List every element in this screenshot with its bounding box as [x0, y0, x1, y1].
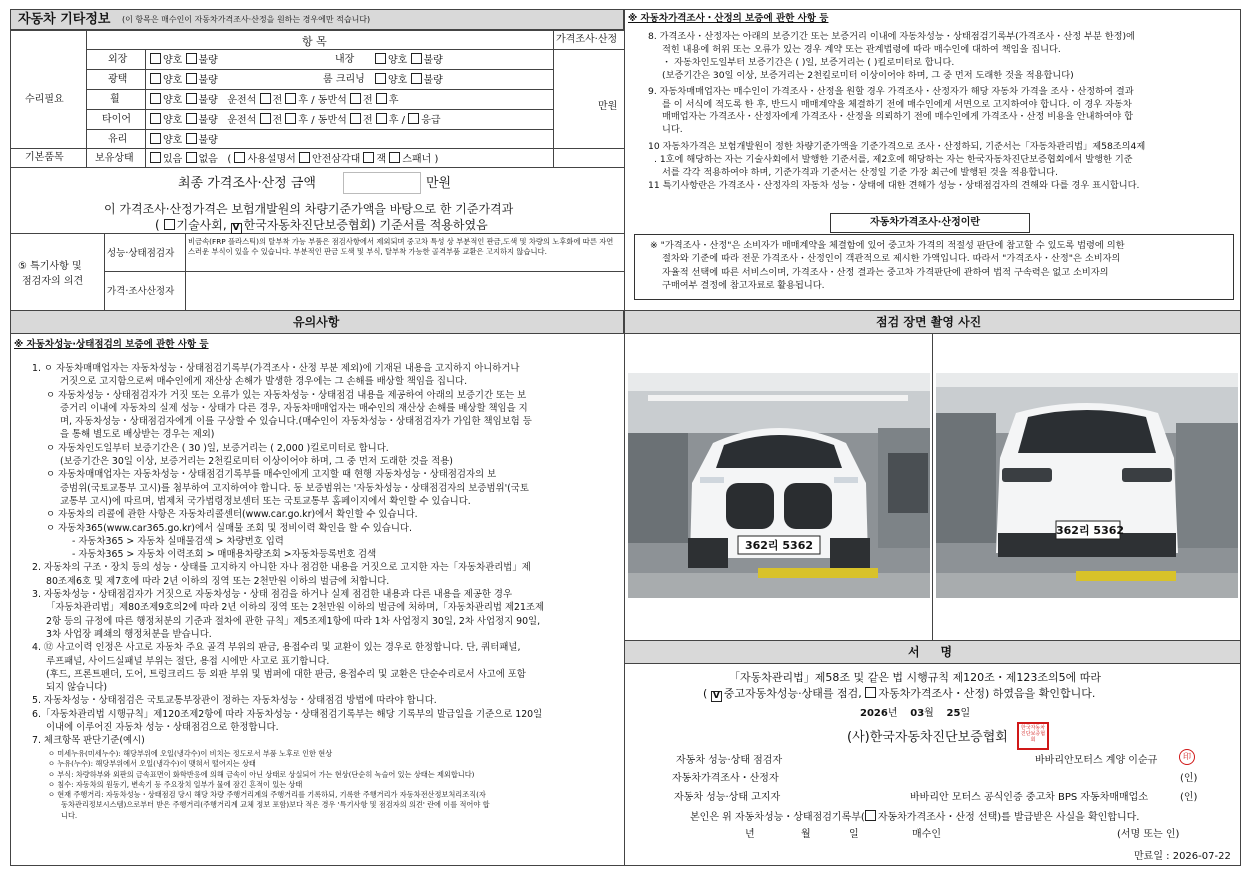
checkbox-wheel-pr[interactable] — [376, 93, 387, 104]
confirm-a: 중고자동차성능·상태를 점검, — [723, 687, 862, 700]
room-clean-options — [375, 73, 443, 87]
g8-line: ・ 자동차인도일부터 보증기간은 ( )일, 보증거리는 ( )킬로미터로 합니다. — [662, 56, 955, 68]
checkbox-none[interactable] — [186, 152, 197, 163]
basic-items-label: 기본품목 — [25, 152, 64, 163]
caution-line: 5. 자동차성능・상태점검은 국토교통부장관이 정하는 자동차성능・상태점검 방법에 따라야 합니다. — [32, 695, 437, 707]
caution-line: 되지 않습니다) — [46, 682, 107, 694]
date-year: 2026 — [860, 708, 888, 719]
definition-body — [650, 239, 1230, 292]
final-price-input[interactable] — [343, 172, 421, 194]
definition-line: 자율적 선택에 따른 서비스이며, 가격조사・산정 결과는 중고차 가격판단에 관하여 법적 구속력은 없고 소비자의 — [662, 266, 1109, 278]
opt-good: 양호 — [163, 55, 183, 66]
checkbox-glass-good[interactable] — [150, 133, 161, 144]
checkbox-jack[interactable] — [363, 152, 374, 163]
notifier-label: 자동차 성능·상태 고지자 — [674, 792, 781, 803]
caution-line: 을 통해 별도로 배상받는 경우는 제외) — [60, 429, 215, 441]
opt-bad: 불량 — [423, 75, 443, 86]
caution-small-line: 동차관리정보시스템)으로부터 받은 주행거리(주행거리계 교체 정보 포함)보다 적은 경우 '특기사항 및 점검자의 의견' 란에 이를 적어야 합 — [61, 800, 490, 810]
caution-small-body — [48, 749, 622, 821]
price-unit-manwon: 만원 — [598, 101, 618, 112]
definition-line: 절차와 기준에 따라 전문 가격조사・산정인이 객관적으로 제시한 가액입니다. 따라서 "가격조사・산정"은 소비자의 — [662, 253, 1121, 265]
unit-year: 년 — [887, 708, 898, 719]
checkbox-receipt-price[interactable] — [865, 810, 876, 821]
caution-line: 80조제6호 및 제7호에 따라 2년 이하의 징역 또는 2천만원 이하의 벌금에 처합니다. — [46, 575, 390, 587]
date-month: 03 — [910, 708, 925, 719]
opt-jack: 잭 — [376, 154, 387, 165]
checkbox-triangle[interactable] — [299, 152, 310, 163]
inspector-name: 바바리안모터스 계양 이순규 — [1035, 755, 1158, 766]
receipt-line — [690, 810, 1139, 824]
opt-good: 양호 — [388, 55, 408, 66]
opt-rear-slash: 후 / — [388, 115, 409, 126]
caution-line: (보증기간은 30일 이상, 보증거리는 2천킬로미터 이상이어야 하며, 그 중 먼저 도래한 것을 적용) — [60, 456, 453, 468]
caution-line: ㅇ 자동차365(www.car365.go.kr)에서 실매물 조회 및 정비이력 확인을 할 수 있습니다. — [46, 522, 412, 534]
checkbox-tire-pr[interactable] — [376, 113, 387, 124]
caution-line: - 자동차365 > 자동차 실매물검색 > 차량번호 입력 — [72, 535, 284, 547]
special-label-2: 점검자의 의견 — [22, 276, 84, 287]
definition-line: 구매여부 결정에 참고자료로 활용됩니다. — [662, 279, 825, 291]
inspection-photo-front — [628, 373, 930, 598]
receipt-a: 본인은 위 자동차성능・상태점검기록부( — [690, 812, 865, 823]
unit-month: 월 — [924, 708, 934, 719]
opt-good: 양호 — [388, 75, 408, 86]
inspector-stamp: 印 — [1179, 749, 1195, 765]
receipt-b: 자동차가격조사・산정 선택)를 발급받은 사실을 확인합니다. — [877, 812, 1140, 823]
caution-line: 증거리 이내에 자동차의 실제 성능・상태가 다른 경우, 자동차매매업자는 매수인의 재산상 손해를 배상할 책임을 지 — [60, 402, 528, 414]
opt-bad: 불량 — [198, 115, 218, 126]
buyer-label: 매수인 — [912, 829, 941, 840]
definition-title: 자동차가격조사·산정이란 — [870, 217, 981, 228]
checkbox-tire-df[interactable] — [260, 113, 271, 124]
checkbox-gloss-good[interactable] — [150, 73, 161, 84]
caution-line: 거짓으로 고지함으로써 매수인에게 재산상 손해가 발생한 경우에는 그 손해를 배상할 책임을 집니다. — [60, 376, 468, 388]
notifier-name: 바바리안 모터스 공식인증 중고차 BPS 자동차매매업소 — [910, 792, 1148, 803]
caution-line: ㅇ 자동차의 리콜에 관한 사항은 자동차리콜센터(www.car.go.kr)에서 확인할 수 있습니다. — [46, 509, 418, 521]
label-glass: 유리 — [108, 134, 128, 145]
caution-line: 「자동차관리법」제80조제9호의2에 따라 2년 이하의 징역 또는 2천만원 이하의 벌금에 처하며,「자동차관리법 제21조제 — [46, 602, 545, 614]
inspection-photo-rear — [936, 373, 1238, 598]
photo-header-label: 점검 장면 촬영 사진 — [876, 315, 982, 329]
law-line: 「자동차관리법」제58조 및 같은 법 시행규칙 제120조・제123조의5에 따라 — [729, 671, 1101, 684]
opt-spanner: 스패너 ) — [402, 154, 439, 165]
association-name: (사)한국자동차진단보증협회 — [847, 730, 1008, 745]
checkbox-tire-good[interactable] — [150, 113, 161, 124]
tire-options — [150, 113, 441, 127]
checkbox-exterior-bad[interactable] — [186, 53, 197, 64]
caution-small-line: 니다. — [61, 810, 78, 820]
g8-line: 적힌 내용에 허위 또는 오류가 있는 경우 계약 또는 관계법령에 따라 매수인에 대하여 책임을 집니다. — [662, 43, 1061, 55]
guarantee-body — [648, 31, 1238, 193]
caution-body — [32, 362, 624, 748]
g8-line: (보증기간은 30일 이상, 보증거리는 2천킬로미터 이상이어야 하며, 그 중 먼저 도래한 것을 적용합니다) — [662, 69, 1074, 81]
inspector-label: 자동차 성능·상태 점검자 — [676, 755, 783, 766]
checkbox-room-good[interactable] — [375, 73, 386, 84]
caution-line: 루프패널, 사이드실패널 부위는 절단, 용접 시에만 사고로 표기합니다. — [46, 655, 330, 667]
checkbox-glass-bad[interactable] — [186, 133, 197, 144]
opt-manual: 사용설명서 — [247, 154, 296, 165]
caution-small-line: ㅇ 현재 주행거리: 자동차성능・상태점검 당시 해당 차량 주행거리계의 주행거리를 기록하되, 기록한 주행거리가 자동차전산정보처리조직(자 — [48, 790, 486, 800]
opt-bad: 불량 — [198, 95, 218, 106]
gloss-options — [150, 73, 218, 87]
caution-line: ㅇ 자동차매매업자는 자동차성능・상태점검기록부를 매수인에게 고지할 때 현행 자동차성능・상태점검자의 보 — [46, 469, 497, 481]
basis-tail: ) 기준서를 적용하였음 — [371, 218, 488, 232]
caution-line: - 자동차365 > 자동차 이력조회 > 매매용차량조회 >자동차등록번호 검색 — [72, 549, 377, 561]
basis-assoc: 한국자동차진단보증협회 — [243, 218, 372, 232]
special-label-1: ⑤ 특기사항 및 — [18, 261, 82, 272]
confirm-paren: ( — [703, 687, 708, 700]
checkbox-wheel-pf[interactable] — [350, 93, 361, 104]
checkbox-room-bad[interactable] — [411, 73, 422, 84]
other-info-note: (이 항목은 매수인이 자동차가격조사·산정을 원하는 경우에만 적습니다) — [122, 15, 371, 24]
checkbox-wheel-bad[interactable] — [186, 93, 197, 104]
opt-driver-seat: 운전석 — [227, 115, 257, 126]
confirm-b: 자동차가격조사・산정) 하였음을 확인합니다. — [878, 687, 1096, 700]
sign-date — [860, 708, 970, 720]
caution-line: 증범위(국토교통부 고시)를 첨부하여 고지하여야 합니다. 동 보증범위는 '자동차성능・상태점검자의 보증범위'(국토 — [60, 482, 529, 494]
checkbox-wheel-df[interactable] — [260, 93, 271, 104]
caution-line: 2. 자동차의 구조・장치 등의 성능・상태를 고지하지 아니한 자나 점검한 내용을 거짓으로 고지한 자는「자동차관리법」제 — [32, 562, 531, 574]
label-wheel: 휠 — [110, 94, 120, 105]
opt-triangle: 안전삼각대 — [311, 154, 361, 165]
opt-good: 양호 — [163, 95, 183, 106]
label-room-clean: 룸 크리닝 — [323, 74, 365, 85]
caution-line: 1. ㅇ 자동차매매업자는 자동차성능・상태점검기록부(가격조사・산정 부분 제외)에 기재된 내용을 고지하지 아니하거나 — [32, 363, 520, 374]
checkbox-tire-emergency[interactable] — [408, 113, 419, 124]
opt-bad: 불량 — [198, 135, 218, 146]
buyer-year: 년 — [745, 829, 755, 840]
caution-small-line: ㅇ 누유(누수): 해당부위에서 오일(냉각수)이 맺혀서 떨어지는 상태 — [48, 759, 256, 769]
final-price-unit: 만원 — [426, 176, 452, 191]
sign-header-label: 서 명 — [908, 645, 953, 659]
caution-subtitle: ※ 자동차성능·상태점검의 보증에 관한 사항 등 — [14, 339, 209, 350]
price-in-mark: (인) — [1180, 773, 1198, 784]
opt-driver-seat: 운전석 — [227, 95, 257, 106]
caution-small-line: ㅇ 미세누유(미세누수): 해당부위에 오일(냉각수)이 비치는 정도로서 부품 노후로 인한 현상 — [48, 749, 333, 758]
opt-front: 전 — [272, 95, 283, 106]
repair-label: 수리필요 — [25, 94, 64, 105]
caution-line: 며, 자동차성능・상태점검자에게 이를 구상할 수 있습니다.(매수인이 자동차성능・상태점검자가 가입한 책임보험 등 — [60, 416, 532, 428]
checkbox-tire-dr[interactable] — [285, 113, 296, 124]
checkbox-wheel-dr[interactable] — [285, 93, 296, 104]
caution-line: 3차 사업장 폐쇄의 행정처분을 받습니다. — [46, 628, 212, 640]
checkbox-price-survey[interactable] — [865, 687, 876, 698]
checkbox-interior-good[interactable] — [375, 53, 386, 64]
label-interior: 내장 — [335, 54, 355, 65]
label-hold-status: 보유상태 — [95, 153, 134, 164]
caution-line: (후드, 프론트펜더, 도어, 트렁크리드 등 외판 부위 및 범퍼에 대한 판금, 용접수리 및 교환은 단순수리로서 사고에 포함 — [46, 668, 526, 680]
confirm-line — [703, 687, 1095, 702]
final-price-label: 최종 가격조사·산정 금액 — [178, 176, 316, 191]
glass-options — [150, 133, 218, 147]
perf-inspector-label: 성능·상태점검자 — [107, 248, 175, 259]
buyer-day: 일 — [849, 829, 859, 840]
exterior-options — [150, 53, 218, 67]
opt-bad: 불량 — [198, 75, 218, 86]
checkbox-tire-pf[interactable] — [350, 113, 361, 124]
label-tire: 타이어 — [102, 114, 131, 125]
opt-good: 양호 — [163, 135, 183, 146]
caution-line: ㅇ 자동차인도일부터 보증기간은 ( 30 )일, 보증거리는 ( 2,000 )킬로미터로 합니다. — [46, 442, 389, 454]
notifier-in-mark: (인) — [1180, 792, 1198, 803]
g11-line: 11 특기사항란은 가격조사・산정자의 자동차 성능・상태에 대한 견해가 성능・상태점검자의 견해와 다를 경우 표시합니다. — [648, 179, 1140, 191]
checkbox-manual[interactable] — [234, 152, 245, 163]
checkbox-tire-bad[interactable] — [186, 113, 197, 124]
plate-front: 362리 5362 — [744, 539, 814, 552]
opt-bad: 불량 — [423, 55, 443, 66]
caution-line: 6.「자동차관리법 시행규칙」제120조제2항에 따라 자동차성능・상태점검기록부는 해당 기록부의 발급일을 기준으로 120일 — [32, 708, 543, 720]
g9-line: 를 이 서식에 적도록 한 후, 반드시 매매계약을 체결하기 전에 매수인에게 서면으로 고지하여야 합니다. 이 경우 자동차 — [662, 98, 1132, 110]
other-info-title: 자동차 기타정보 — [18, 12, 111, 27]
g9-line: 니다. — [662, 124, 683, 136]
basis-line1: 이 가격조사·산정가격은 보험개발원의 차량기준가액을 바탕으로 한 기준가격과 — [104, 202, 514, 216]
caution-line: 이내에 이루어진 자동차 성능・상태점검으로 한정합니다. — [46, 722, 279, 734]
perf-inspector-note: 비금속(FRP 플라스틱)의 탈부착 가능 부품은 점검사항에서 제외되며 중고차 특성 상 부분적인 판금,도색 및 차량의 노후화에 따른 자연스러운 부식이 있을 수 있습니다. 부분적인 판금 도색 및 부식, 탈부착 가능한 골격부품 교환은 고지하지 않습니다. — [188, 237, 614, 256]
g10-line: . 1호에 해당하는 자는 기술사회에서 발행한 기준서를, 제2호에 해당하는 자는 한국자동차진단보증협회에서 발행한 기준 — [654, 154, 1133, 166]
buyer-month: 월 — [801, 829, 811, 840]
definition-line: ※ "가격조사・산정"은 소비자가 매매계약을 체결함에 있어 중고차 가격의 적절성 판단에 참고할 수 있도록 법령에 의한 — [650, 240, 1125, 251]
checkbox-perf-checked[interactable]: V — [711, 691, 722, 702]
caution-header-label: 유의사항 — [293, 315, 340, 329]
label-gloss: 광택 — [108, 74, 128, 85]
checkbox-interior-bad[interactable] — [411, 53, 422, 64]
checkbox-exterior-good[interactable] — [150, 53, 161, 64]
buyer-sign: (서명 또는 인) — [1117, 829, 1180, 840]
opt-good: 양호 — [163, 115, 183, 126]
checkbox-spanner[interactable] — [389, 152, 400, 163]
opt-front: 전 — [272, 115, 283, 126]
column-item: 항 목 — [302, 35, 327, 48]
wheel-options — [150, 93, 399, 107]
unit-day: 일 — [960, 708, 971, 719]
price-label: 자동차가격조사・산정자 — [672, 773, 779, 784]
car-rear-illustration — [936, 373, 1238, 598]
basis-kisul: 기술사회, — [176, 218, 227, 232]
g9-line: 9. 자동차매매업자는 매수인이 가격조사・산정을 원할 경우 가격조사・산정자가 해당 자동차 가격을 조사・산정하여 결과 — [648, 85, 1134, 97]
label-exterior: 외장 — [108, 54, 128, 65]
column-price: 가격조사·산정 — [556, 34, 618, 45]
guarantee-title: ※ 자동차가격조사・산정의 보증에 관한 사항 등 — [628, 13, 829, 24]
checkbox-wheel-good[interactable] — [150, 93, 161, 104]
caution-small-line: ㅇ 침수: 자동차의 원동기, 변속기 등 주요장치 일부가 물에 잠긴 흔적이 있는 상태 — [48, 779, 303, 789]
caution-small-line: ㅇ 부식: 차량하부와 외판의 금속표면이 화학반응에 의해 금속이 아닌 상태로 상실되어 가는 현상(단순히 녹슬어 있는 상태는 제외합니다) — [48, 769, 475, 779]
association-seal: 한국자동차진단보증협회 — [1017, 722, 1049, 750]
caution-line: ㅇ 자동차성능・상태점검자가 거짓 또는 오류가 있는 자동차성능・상태점검 내용을 제공하여 아래의 보증기간 또는 보 — [46, 389, 527, 401]
opt-good: 양호 — [163, 75, 183, 86]
caution-line: 2항 등의 규정에 따른 행정처분의 기준과 절차에 관한 규칙」제5조제1항에 따라 1차 사업정지 30일, 2차 사업정지 90일, — [46, 615, 541, 627]
basis-line2: ( 기술사회, V 한국자동차진단보증협회) 기준서를 적용하였음 — [155, 218, 488, 233]
checkbox-have[interactable] — [150, 152, 161, 163]
opt-rear: 후 — [388, 95, 399, 106]
g10-line: 10 자동차가격은 보험개발원이 정한 차량기준가액을 기준가격으로 조사・산정하되, 기준서는「자동차관리법」제58조의4제 — [648, 141, 1146, 153]
g8-line: 8. 가격조사・산정자는 아래의 보증기간 또는 보증거리 이내에 자동차성능・상태점검기록부(가격조사・산정 부분 한정)에 — [648, 31, 1135, 42]
g9-line: 매매업자는 가격조사・산정자에게 가격조사・산정을 의뢰하기 전에 매수인에게 가격조사・산정 비용을 안내하여야 합 — [662, 111, 1133, 123]
opt-none: 없음 — [198, 154, 218, 165]
checkbox-gloss-bad[interactable] — [186, 73, 197, 84]
caution-line: 4. ⑫ 사고이력 인정은 사고로 자동차 주요 골격 부위의 판금, 용접수리 및 교환이 있는 경우로 한정합니다. 단, 쿼터패널, — [32, 642, 521, 654]
opt-have: 있음 — [163, 154, 183, 165]
checkbox-assoc-checked[interactable]: V — [231, 223, 242, 234]
opt-front: 전 — [362, 115, 373, 126]
plate-rear: 362리 5362 — [1056, 524, 1125, 537]
interior-options — [375, 53, 443, 67]
basic-items-options — [150, 152, 438, 166]
opt-rear-passenger: 후 / 동반석 — [298, 115, 347, 126]
caution-line: 7. 체크항목 판단기준(예시) — [32, 735, 145, 747]
price-inspector-label: 가격·조사산정자 — [107, 286, 175, 297]
car-front-illustration — [628, 373, 930, 598]
g10-line: 서를 각각 적용하여야 하며, 기준가격과 기준서는 산정일 기준 가장 최근에 발행된 것을 적용합니다. — [662, 167, 1058, 179]
caution-line: 교통부 고시)에 따르며, 법제처 국가법령정보센터 또는 국토교통부 홈페이지에서 확인할 수 있습니다. — [60, 495, 471, 507]
opt-bad: 불량 — [198, 55, 218, 66]
paren-open: ( — [227, 154, 232, 165]
opt-rear-passenger: 후 / 동반석 — [298, 95, 347, 106]
date-day: 25 — [946, 708, 961, 719]
checkbox-kisul[interactable] — [164, 219, 175, 230]
caution-line: 3. 자동차성능・상태점검자가 거짓으로 자동차성능・상태 점검을 하거나 실제 점검한 내용과 다른 내용을 제공한 경우 — [32, 589, 513, 601]
opt-emergency: 응급 — [421, 115, 441, 126]
expiry-date: 만료일 : 2026-07-22 — [1134, 851, 1231, 862]
opt-front: 전 — [362, 95, 373, 106]
